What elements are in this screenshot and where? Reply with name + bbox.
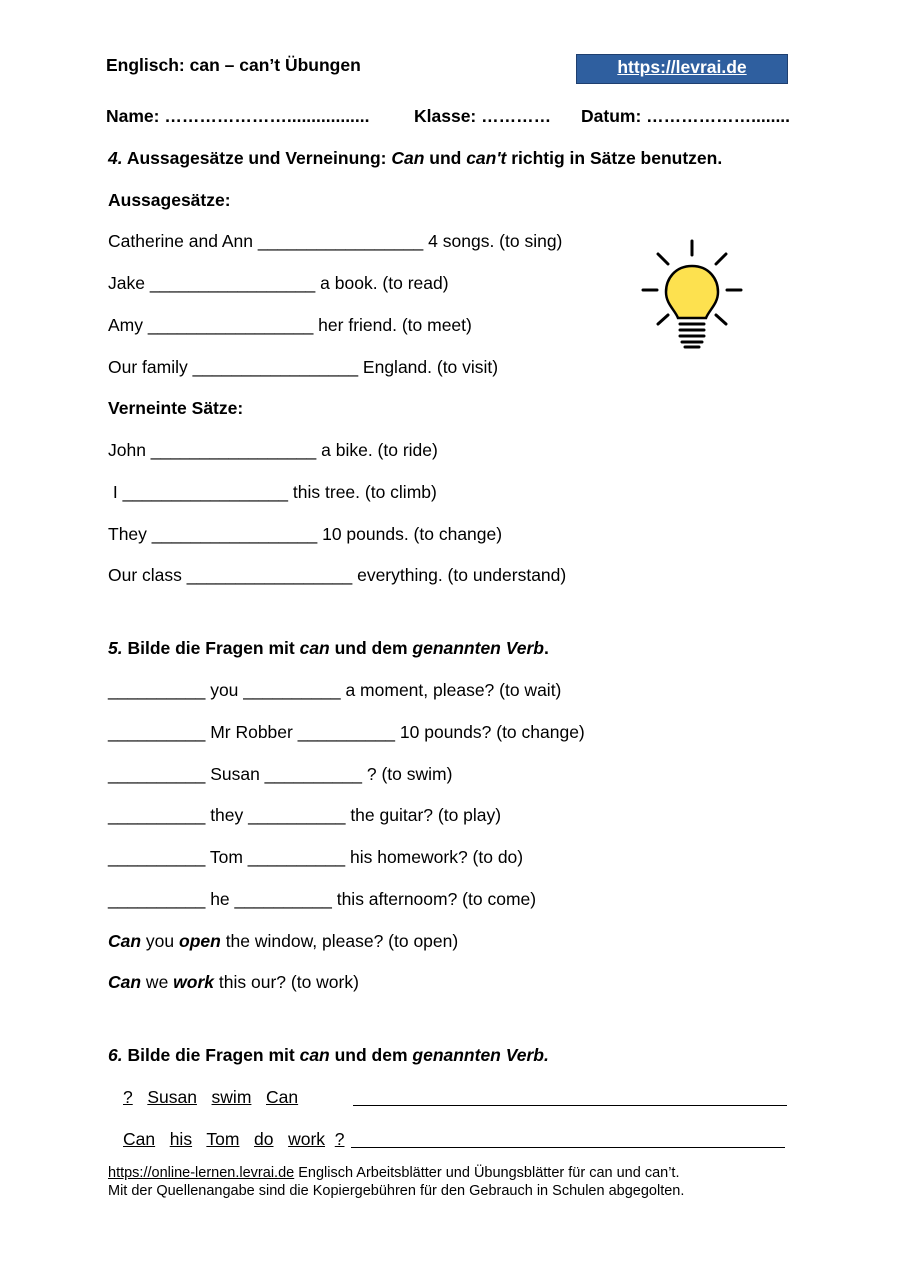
example-answer: Can you open the window, please? (to open) bbox=[108, 931, 459, 951]
scrambled-words-row bbox=[123, 1087, 298, 1108]
exercise-sentence: John _________________ a bike. (to ride) bbox=[108, 440, 438, 460]
exercise-sentence: They _________________ 10 pounds. (to change) bbox=[108, 524, 503, 544]
site-link[interactable]: https://levrai.de bbox=[617, 57, 747, 77]
worksheet-title: Englisch: can – can’t Übungen bbox=[106, 55, 361, 75]
footer-note: Mit der Quellenangabe sind die Kopiergebühren für den Gebrauch in Schulen abgegolten. bbox=[108, 1183, 685, 1199]
negative-heading: Verneinte Sätze: bbox=[108, 398, 244, 418]
scrambled-word: work bbox=[288, 1129, 326, 1149]
question-item: __________ they __________ the guitar? (to play) bbox=[108, 805, 502, 825]
footer-link[interactable]: https://online-lernen.levrai.de bbox=[108, 1165, 295, 1181]
answer-line[interactable] bbox=[353, 1105, 787, 1106]
lightbulb-icon bbox=[640, 238, 744, 352]
class-field: Klasse: ………… bbox=[414, 106, 552, 126]
scrambled-word: ? bbox=[123, 1087, 133, 1107]
question-item: __________ Susan __________ ? (to swim) bbox=[108, 764, 453, 784]
footer bbox=[108, 1164, 684, 1200]
exercise-sentence: I _________________ this tree. (to climb) bbox=[108, 482, 437, 502]
scrambled-word: Tom bbox=[206, 1129, 240, 1149]
question-item: __________ you __________ a moment, please? (to wait) bbox=[108, 680, 562, 700]
exercise-sentence: Amy _________________ her friend. (to meet) bbox=[108, 315, 472, 335]
section5-title: 5. Bilde die Fragen mit can und dem genannten Verb. bbox=[108, 638, 549, 658]
scrambled-word: swim bbox=[211, 1087, 252, 1107]
scrambled-word: his bbox=[169, 1129, 193, 1149]
site-link-box[interactable] bbox=[576, 54, 788, 84]
example-answer: Can we work this our? (to work) bbox=[108, 972, 359, 992]
exercise-sentence: Jake _________________ a book. (to read) bbox=[108, 273, 449, 293]
scrambled-word: Can bbox=[123, 1129, 156, 1149]
scrambled-word: Can bbox=[266, 1087, 299, 1107]
positive-heading: Aussagesätze: bbox=[108, 190, 231, 210]
scrambled-word: ? bbox=[334, 1129, 345, 1149]
answer-line[interactable] bbox=[351, 1147, 785, 1148]
question-item: __________ Mr Robber __________ 10 pounds? (to change) bbox=[108, 722, 585, 742]
exercise-sentence: Our family _________________ England. (to visit) bbox=[108, 357, 499, 377]
date-field: Datum: ………………........ bbox=[581, 106, 791, 126]
section6-title: 6. Bilde die Fragen mit can und dem genannten Verb. bbox=[108, 1045, 549, 1065]
question-item: __________ Tom __________ his homework? (to do) bbox=[108, 847, 524, 867]
exercise-sentence: Our class _________________ everything. (to understand) bbox=[108, 565, 567, 585]
section4-title: 4. Aussagesätze und Verneinung: Can und can't richtig in Sätze benutzen. bbox=[108, 148, 723, 168]
question-item: __________ he __________ this afternoom? (to come) bbox=[108, 889, 537, 909]
scrambled-word: do bbox=[254, 1129, 274, 1149]
scrambled-word: Susan bbox=[147, 1087, 197, 1107]
name-field: Name: …………………................. bbox=[106, 106, 370, 126]
exercise-sentence: Catherine and Ann _________________ 4 songs. (to sing) bbox=[108, 231, 563, 251]
scrambled-words-row bbox=[123, 1129, 345, 1150]
footer-text: Englisch Arbeitsblätter und Übungsblätter für can und can’t. bbox=[294, 1165, 680, 1181]
